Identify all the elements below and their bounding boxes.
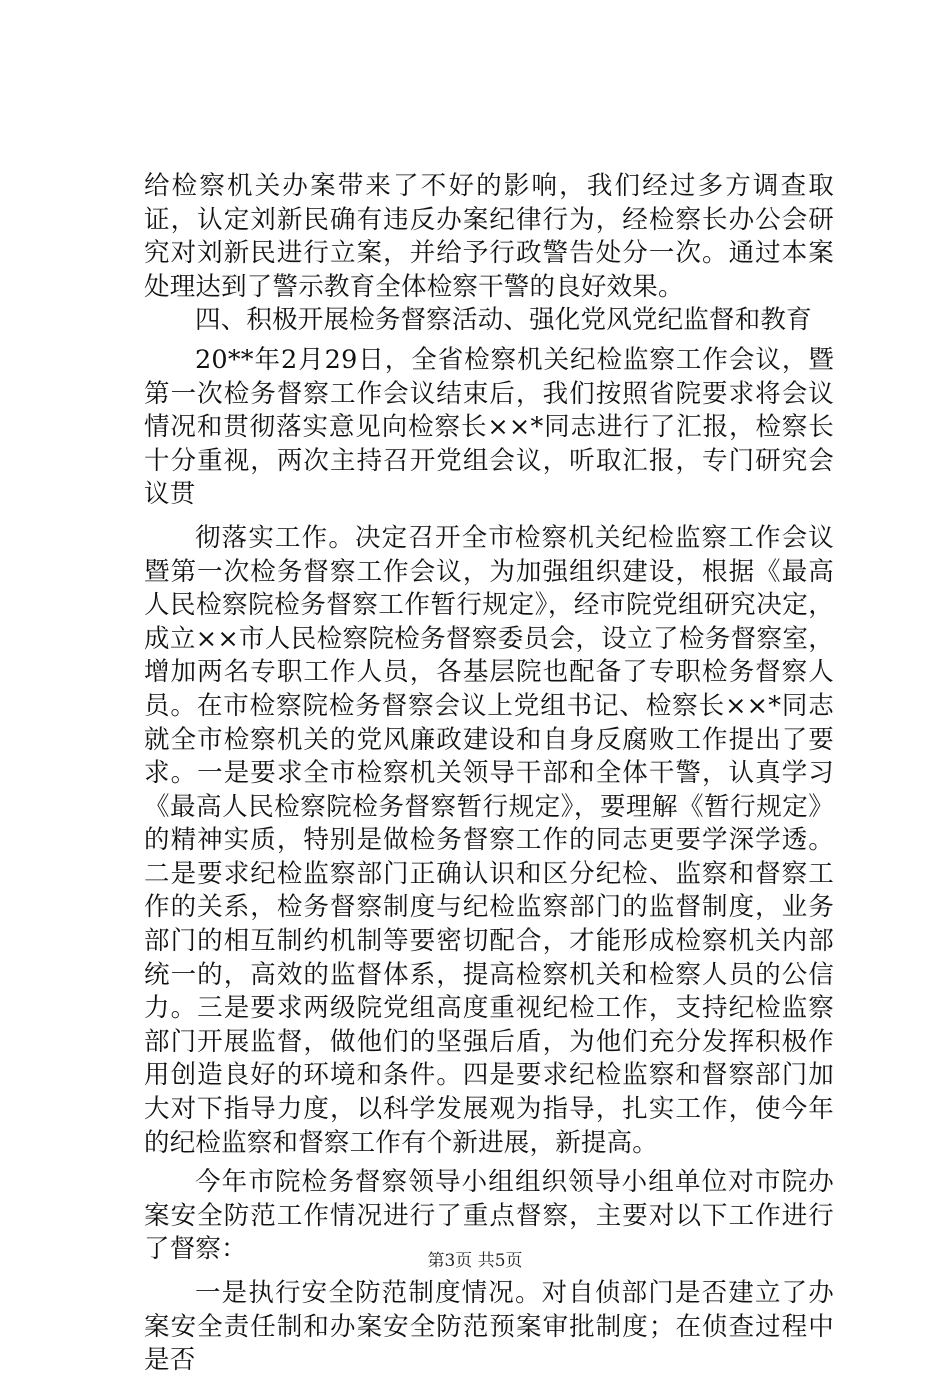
paragraph-implementation: 彻落实工作。决定召开全市检察机关纪检监察工作会议暨第一次检务督察工作会议，为加强组织建设，根据《最高人民检察院检务督察工作暂行规定》，经市院党组研究决定，成立××市人民检察院检务督察委员会，设立了检务督察室，增加两名专职工作人员，各基层院也配备了专职检务督察人员。在市检察院检务督察会议上党组书记、检察长××*同志就全市检察机关的党风廉政建设和自身反腐败工作提出了要求。一是要求全市检察机关领导干部和全体干警，认真学习《最高人民检察院检务督察暂行规定》，要理解《暂行规定》的精神实质，特别是做检务督察工作的同志更要学深学透。二是要求纪检监察部门正确认识和区分纪检、监察和督察工作的关系，检务督察制度与纪检监察部门的监督制度，业务部门的相互制约机制等要密切配合，才能形成检察机关内部统一的，高效的监督体系，提高检察机关和检察人员的公信力。三是要求两级院党组高度重视纪检工作，支持纪检监察部门开展监督，做他们的坚强后盾，为他们充分发挥积极作用创造良好的环境和条件。四是要求纪检监察和督察部门加大对下指导力度，以科学发展观为指导，扎实工作，使今年的纪检监察和督察工作有个新进展，新提高。 — [144, 522, 834, 1158]
paragraph-meeting-report: 20**年2月29日，全省检察机关纪检监察工作会议，暨第一次检务督察工作会议结束后，我们按照省院要求将会议情况和贯彻落实意见向检察长××*同志进行了汇报，检察长十分重视，两次主持召开党组会议，听取汇报，专门研究会议贯 — [144, 344, 834, 510]
paragraph-inspection-intro: 今年市院检务督察领导小组组织领导小组单位对市院办案安全防范工作情况进行了重点督察，主要对以下工作进行了督察： — [144, 1167, 834, 1265]
section-heading-four: 四、积极开展检务督察活动、强化党风党纪监督和教育 — [195, 305, 812, 336]
page-footer: 第3页 共5页 — [427, 1251, 523, 1271]
paragraph-case-result: 给检察机关办案带来了不好的影响，我们经过多方调查取证，认定刘新民确有违反办案纪律行为，经检察长办公会研究对刘新民进行立案，并给予行政警告处分一次。通过本案处理达到了警示教育全体检察干警的良好效果。 — [144, 171, 834, 302]
paragraph-safety-rules: 一是执行安全防范制度情况。对自侦部门是否建立了办案安全责任制和办案安全防范预案审批制度；在侦查过程中是否 — [144, 1278, 834, 1376]
document-body — [144, 170, 834, 1378]
